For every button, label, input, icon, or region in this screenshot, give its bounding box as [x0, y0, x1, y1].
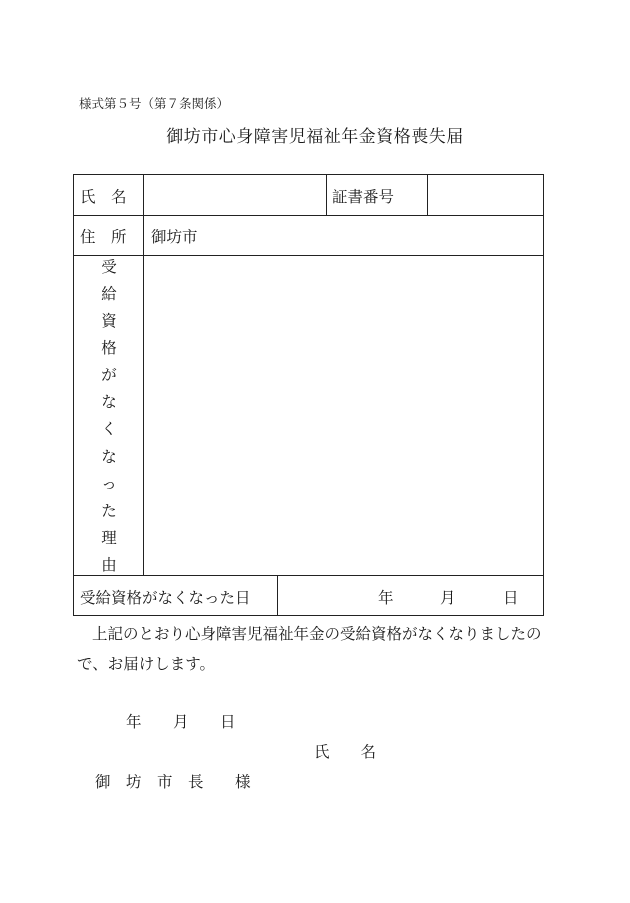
row-divider — [74, 255, 543, 256]
reason-label-char: た — [101, 501, 117, 520]
statement-line-2: で、お届けします。 — [77, 655, 215, 673]
column-divider — [326, 175, 327, 215]
column-divider — [427, 175, 428, 215]
application-table — [73, 174, 544, 616]
addressee-char: 長 — [188, 773, 204, 791]
reason-label-char: っ — [101, 474, 117, 493]
addressee-char: 坊 — [126, 773, 142, 791]
reason-label-char: 格 — [101, 339, 117, 358]
certificate-number-label: 証書番号 — [332, 188, 395, 206]
addressee-char: 市 — [157, 773, 173, 791]
address-field[interactable]: 御坊市 — [151, 228, 198, 246]
name-field[interactable] — [150, 185, 320, 207]
reason-label-char: 資 — [101, 312, 117, 331]
reason-label-char: 受 — [101, 258, 117, 276]
loss-date-label: 受給資格がなくなった日 — [80, 589, 251, 607]
reason-label-char: な — [101, 393, 117, 412]
statement-text-1: 上記のとおり心身障害児福祉年金の受給資格がなくなりましたの — [92, 625, 542, 643]
applicant-name-label: 氏 名 — [314, 743, 377, 761]
form-number: 様式第５号（第７条関係） — [79, 96, 230, 111]
reason-label-char: が — [101, 366, 117, 385]
certificate-number-field[interactable] — [433, 185, 538, 207]
column-divider — [277, 575, 278, 615]
reason-label-char: な — [101, 447, 117, 466]
document-title: 御坊市心身障害児福祉年金資格喪失届 — [166, 127, 464, 147]
reason-label-char: 由 — [101, 555, 117, 574]
loss-date-day[interactable]: 日 — [503, 589, 519, 607]
submit-date-day[interactable]: 日 — [220, 713, 236, 731]
loss-date-month[interactable]: 月 — [440, 589, 456, 607]
submit-date-year[interactable]: 年 — [126, 713, 142, 731]
name-label: 氏 名 — [80, 188, 127, 206]
address-label: 住 所 — [80, 228, 127, 246]
reason-label — [74, 257, 144, 575]
statement-line-1 — [77, 619, 552, 649]
row-divider — [74, 575, 543, 576]
addressee-char: 御 — [95, 773, 111, 791]
loss-date-year[interactable]: 年 — [378, 589, 394, 607]
submit-date-month[interactable]: 月 — [173, 713, 189, 731]
reason-label-char: 理 — [101, 528, 117, 547]
reason-field[interactable] — [150, 265, 535, 565]
reason-label-char: く — [101, 420, 117, 439]
reason-label-char: 給 — [101, 285, 117, 304]
row-divider — [74, 215, 543, 216]
addressee-honorific: 様 — [235, 773, 251, 791]
